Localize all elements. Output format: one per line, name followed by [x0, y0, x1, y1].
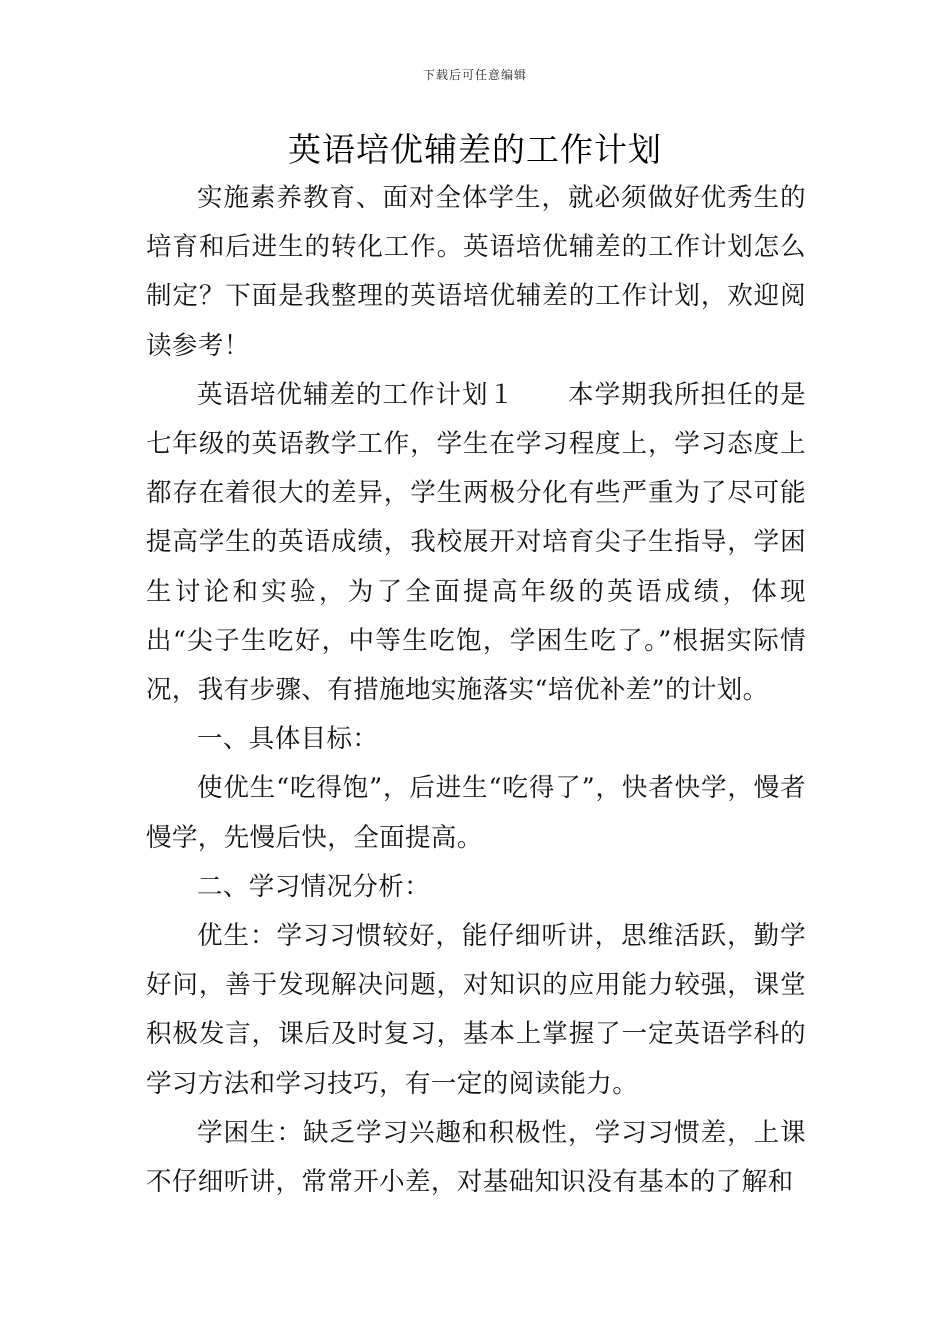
document-body	[146, 174, 806, 1207]
intro-paragraph: 实施素养教育、面对全体学生，就必须做好优秀生的培育和后进生的转化工作。英语培优辅差的工作计划怎么制定？下面是我整理的英语培优辅差的工作计划，欢迎阅读参考！	[146, 183, 806, 361]
top-students-paragraph: 优生：学习习惯较好，能仔细听讲，思维活跃，勤学好问，善于发现解决问题，对知识的应用能力较强，课堂积极发言，课后及时复习，基本上掌握了一定英语学科的学习方法和学习技巧，有一定的阅读能力。	[146, 921, 806, 1099]
struggling-students-paragraph: 学困生：缺乏学习兴趣和积极性，学习习惯差，上课不仔细听讲，常常开小差，对基础知识没有基本的了解和	[146, 1117, 806, 1198]
document-title: 英语培优辅差的工作计划	[288, 130, 662, 169]
goals-paragraph: 使优生“吃得饱”，后进生“吃得了”，快者快学，慢者慢学，先慢后快，全面提高。	[146, 773, 806, 853]
section-heading-analysis: 二、学习情况分析：	[197, 871, 431, 902]
section-heading-goals: 一、具体目标：	[197, 724, 379, 755]
plan-1-paragraph: 英语培优辅差的工作计划１ 本学期我所担任的是七年级的英语教学工作，学生在学习程度上，学习态度上都存在着很大的差异，学生两极分化有些严重为了尽可能提高学生的英语成绩，我校展开对培育尖子生指导，学困生讨论和实验，为了全面提高年级的英语成绩，体现出“尖子生吃好，中等生吃饱，学困生吃了。”根据实际情况，我有步骤、有措施地实施落实“培优补差”的计划。	[146, 379, 806, 706]
header-note: 下载后可任意编辑	[422, 68, 527, 82]
